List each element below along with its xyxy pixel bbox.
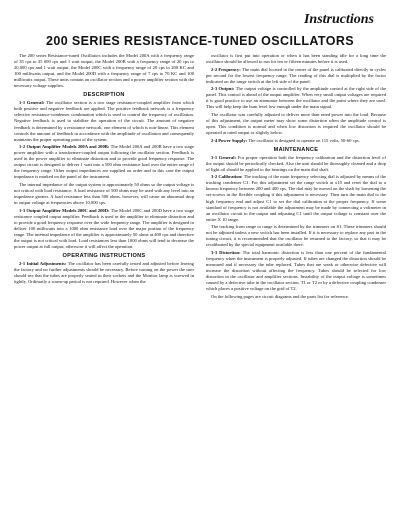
paragraph-lead: 2-4 Power Supply:: [211, 137, 248, 143]
paragraph-text: The Model 200A and 200B have a two stage power amplifier with a transformer-coupled output following the oscillator section. Feedback is used in the power amplifier to eliminate distortion and to provide good frequency response. The output circuit is designed to deliver 1 watt into a 500 ohm resistance load over the entire range of the frequency range. Other output impedances are supplied on order and in this case the output impedance is marked on the panel of the instrument.: [14, 144, 194, 180]
paragraph-2-3: [206, 86, 386, 110]
paragraph-lead: 3-3 Distortion:: [211, 249, 241, 255]
text-columns: [14, 53, 386, 301]
paragraph-2-2: [206, 67, 386, 85]
paragraph-1-2: [14, 144, 194, 180]
paragraph-lead: 1-3 Output Amplifier Models 200C and 200D:: [19, 207, 110, 213]
document-title: 200 SERIES RESISTANCE-TUNED OSCILLATORS: [45, 34, 354, 48]
paragraph-text: The output voltage is controlled by the amplitude control at the right side of the panel. This control is ahead of the output amplifier. When very small output voltages are required it is good practice to use an attenuator between the oscillator and the point where they are used. This will help keep the hum level low enough under the main signal.: [206, 86, 386, 110]
section-heading-maintenance: MAINTENANCE: [273, 146, 319, 153]
paragraph-closing: On the following pages are circuit diagrams and the parts list for reference.: [211, 293, 349, 299]
instructions-heading: Instructions: [303, 12, 374, 27]
paragraph-text: The tracking of the main frequency selecting dial is adjusted by means of the tracking condenser C1. For this adjustment set the range switch at x10 and reset the dial to a known frequency between 200 and 400 cps. The dial may be moved on the shaft by loosening the set-screws in the flexible coupling if this adjustment is necessary. Then turn the main dial to the high frequency end and adjust C1 to set the dial calibration at the proper frequency. If some standard of frequency is not available the adjustment may be made by connecting a voltmeter in an oscillator circuit to the output and adjusting C1 until the output voltage is constant over the entire X 10 range.: [206, 174, 386, 222]
paragraph-text: The main dial located in the center of the panel is calibrated directly in cycles per second for the lowest frequency range. The reading of this dial is multiplied by the factor indicated on the range switch at the left side of the panel.: [206, 66, 386, 84]
paragraph-lead: 2-1 Initial Adjustments:: [19, 261, 67, 266]
paragraph-text: For proper operation both the frequency calibration and the distortion level of the output should be periodically checked. Also the unit should be thoroughly cleaned and a drop of light oil should be applied to the bearings on the main dial shaft.: [206, 154, 386, 172]
paragraph-lead: 2-2 Frequency:: [211, 66, 241, 72]
paragraph-2-3-cont: The oscillator was carefully adjusted to deliver more than rated power into the load. Because of this adjustment, the output meter may show some distortion when the amplitude control is open. This condition is normal and when low distortion is required the oscillator should be operated at rated output or slightly below.: [206, 111, 386, 136]
right-column: [206, 53, 386, 301]
paragraph-text: The oscillator section is a two stage resistance-coupled amplifier from which both positive and negative feedback are applied. The positive feedback network is a frequency selective resistance-condenser combination which is used to control the frequency of oscillation. Negative feedback is used to stabilize the operation of the circuit. The amount of negative feedback is determined by a resistance network, one element of which is non-linear. This element controls the amount of feedback in accordance with the amplitude of oscillation and consequently maintains the proper operating point of the system.: [14, 100, 194, 142]
paragraph-3-2-cont: The tracking from range to range is determined by the trimmers on S1. These trimmers should not be adjusted unless a new switch has been installed. If it is necessary to replace any part in the tuning circuit, it is recommended that the oscillator be returned to the factory, so that it may be recalibrated by the special equipment available there.: [206, 224, 386, 248]
left-column: [14, 53, 194, 287]
paragraph-lead: 1-2 Output Amplifier Models 200A and 200B:: [19, 144, 110, 150]
paragraph-3-2: [206, 174, 386, 222]
intro-paragraph: The 200 series Resistance-tuned Oscillators includes the Model 200A with a frequency range of 35 cps to 35 000 cps and 1 watt output, the Model 200B with a frequency range of 20 cps to 20,000 cps and 1 watt output, the Model 200C with a frequency range of 20 cps to 200 KC and 100 milliwatts output, and the Model 200D with a frequency range of 7 cps to 70 KC and 100 milliwatts output. These units contain an oscillator section and a power amplifier section with the necessary voltage supplies.: [14, 53, 194, 89]
paragraph-1-1: [14, 100, 194, 142]
paragraph-1-3: [14, 208, 194, 250]
paragraph-2-1-cont: oscillator is first put into operation or when it has been standing idle for a long time the oscillator should be allowed to run for ten or fifteen minutes before it is used.: [206, 53, 386, 65]
paragraph-2-1: [14, 261, 194, 285]
paragraph-text: The Model 200C and 200D have a two stage resistance coupled output amplifier. Feedback is used in the amplifier to eliminate distortion and to provide a good frequency response over the wide frequency range. The amplifier is designed to deliver 100 milliwatts into a 1000 ohm resistance load over the major portion of the frequency range. The internal impedance of the amplifier is approximately 50 ohms at 400 cps and therefore the output is not critical with load. Load resistances less than 1000 ohms will tend to decrease the power output at full output; otherwise it will affect the operation.: [14, 207, 194, 249]
paragraph-1-2-cont: The internal impedance of the output system is approximately 50 ohms so the output voltage is not critical with load resistance. A load resistance of 500 ohms may be used with any level into an impedance greater. A load resistance less than 500 ohms, however, will cause an abnormal drop in output voltage at frequencies above 10,000 cps.: [14, 181, 195, 206]
paragraph-lead: 3-2 Calibration:: [211, 174, 243, 180]
paragraph-3-1: [206, 155, 386, 173]
paragraph-text: The total harmonic distortion is less than one percent of the fundamental frequency when the instrument is properly adjusted. If tubes are changed the distortion should be measured and if necessary the tube replaced. Tubes that are weak or otherwise defective will increase the distortion without affecting the frequency. Tubes should be selected for low distortion in the oscillator and amplifier sections. Instability of the output voltage is sometimes caused by a defective tube in the oscillator section, T1 or T2 or by a defective coupling condenser which places a positive voltage on the grid of T2.: [206, 249, 386, 292]
section-heading-operating: OPERATING INSTRUCTIONS: [62, 252, 146, 259]
paragraph-lead: 1-1 General:: [19, 100, 45, 106]
paragraph-text: The oscillator has been carefully tested and adjusted before leaving the factory and no further adjustments should be necessary. Before turning on the power the user should see that the tubes are properly seated in their sockets and the Monitor lamp is screwed in tightly. Ordinarily a warm-up period is not required. However when the: [14, 261, 194, 285]
paragraph-lead: 3-1 General:: [211, 154, 237, 160]
section-heading-description: DESCRIPTION: [83, 92, 125, 99]
paragraph-2-4: [206, 138, 386, 144]
paragraph-lead: 2-3 Output:: [211, 86, 235, 92]
paragraph-3-3: [206, 250, 386, 292]
paragraph-text: The oscillator is designed to operate on 115 volts, 50-60 cps.: [248, 137, 360, 143]
